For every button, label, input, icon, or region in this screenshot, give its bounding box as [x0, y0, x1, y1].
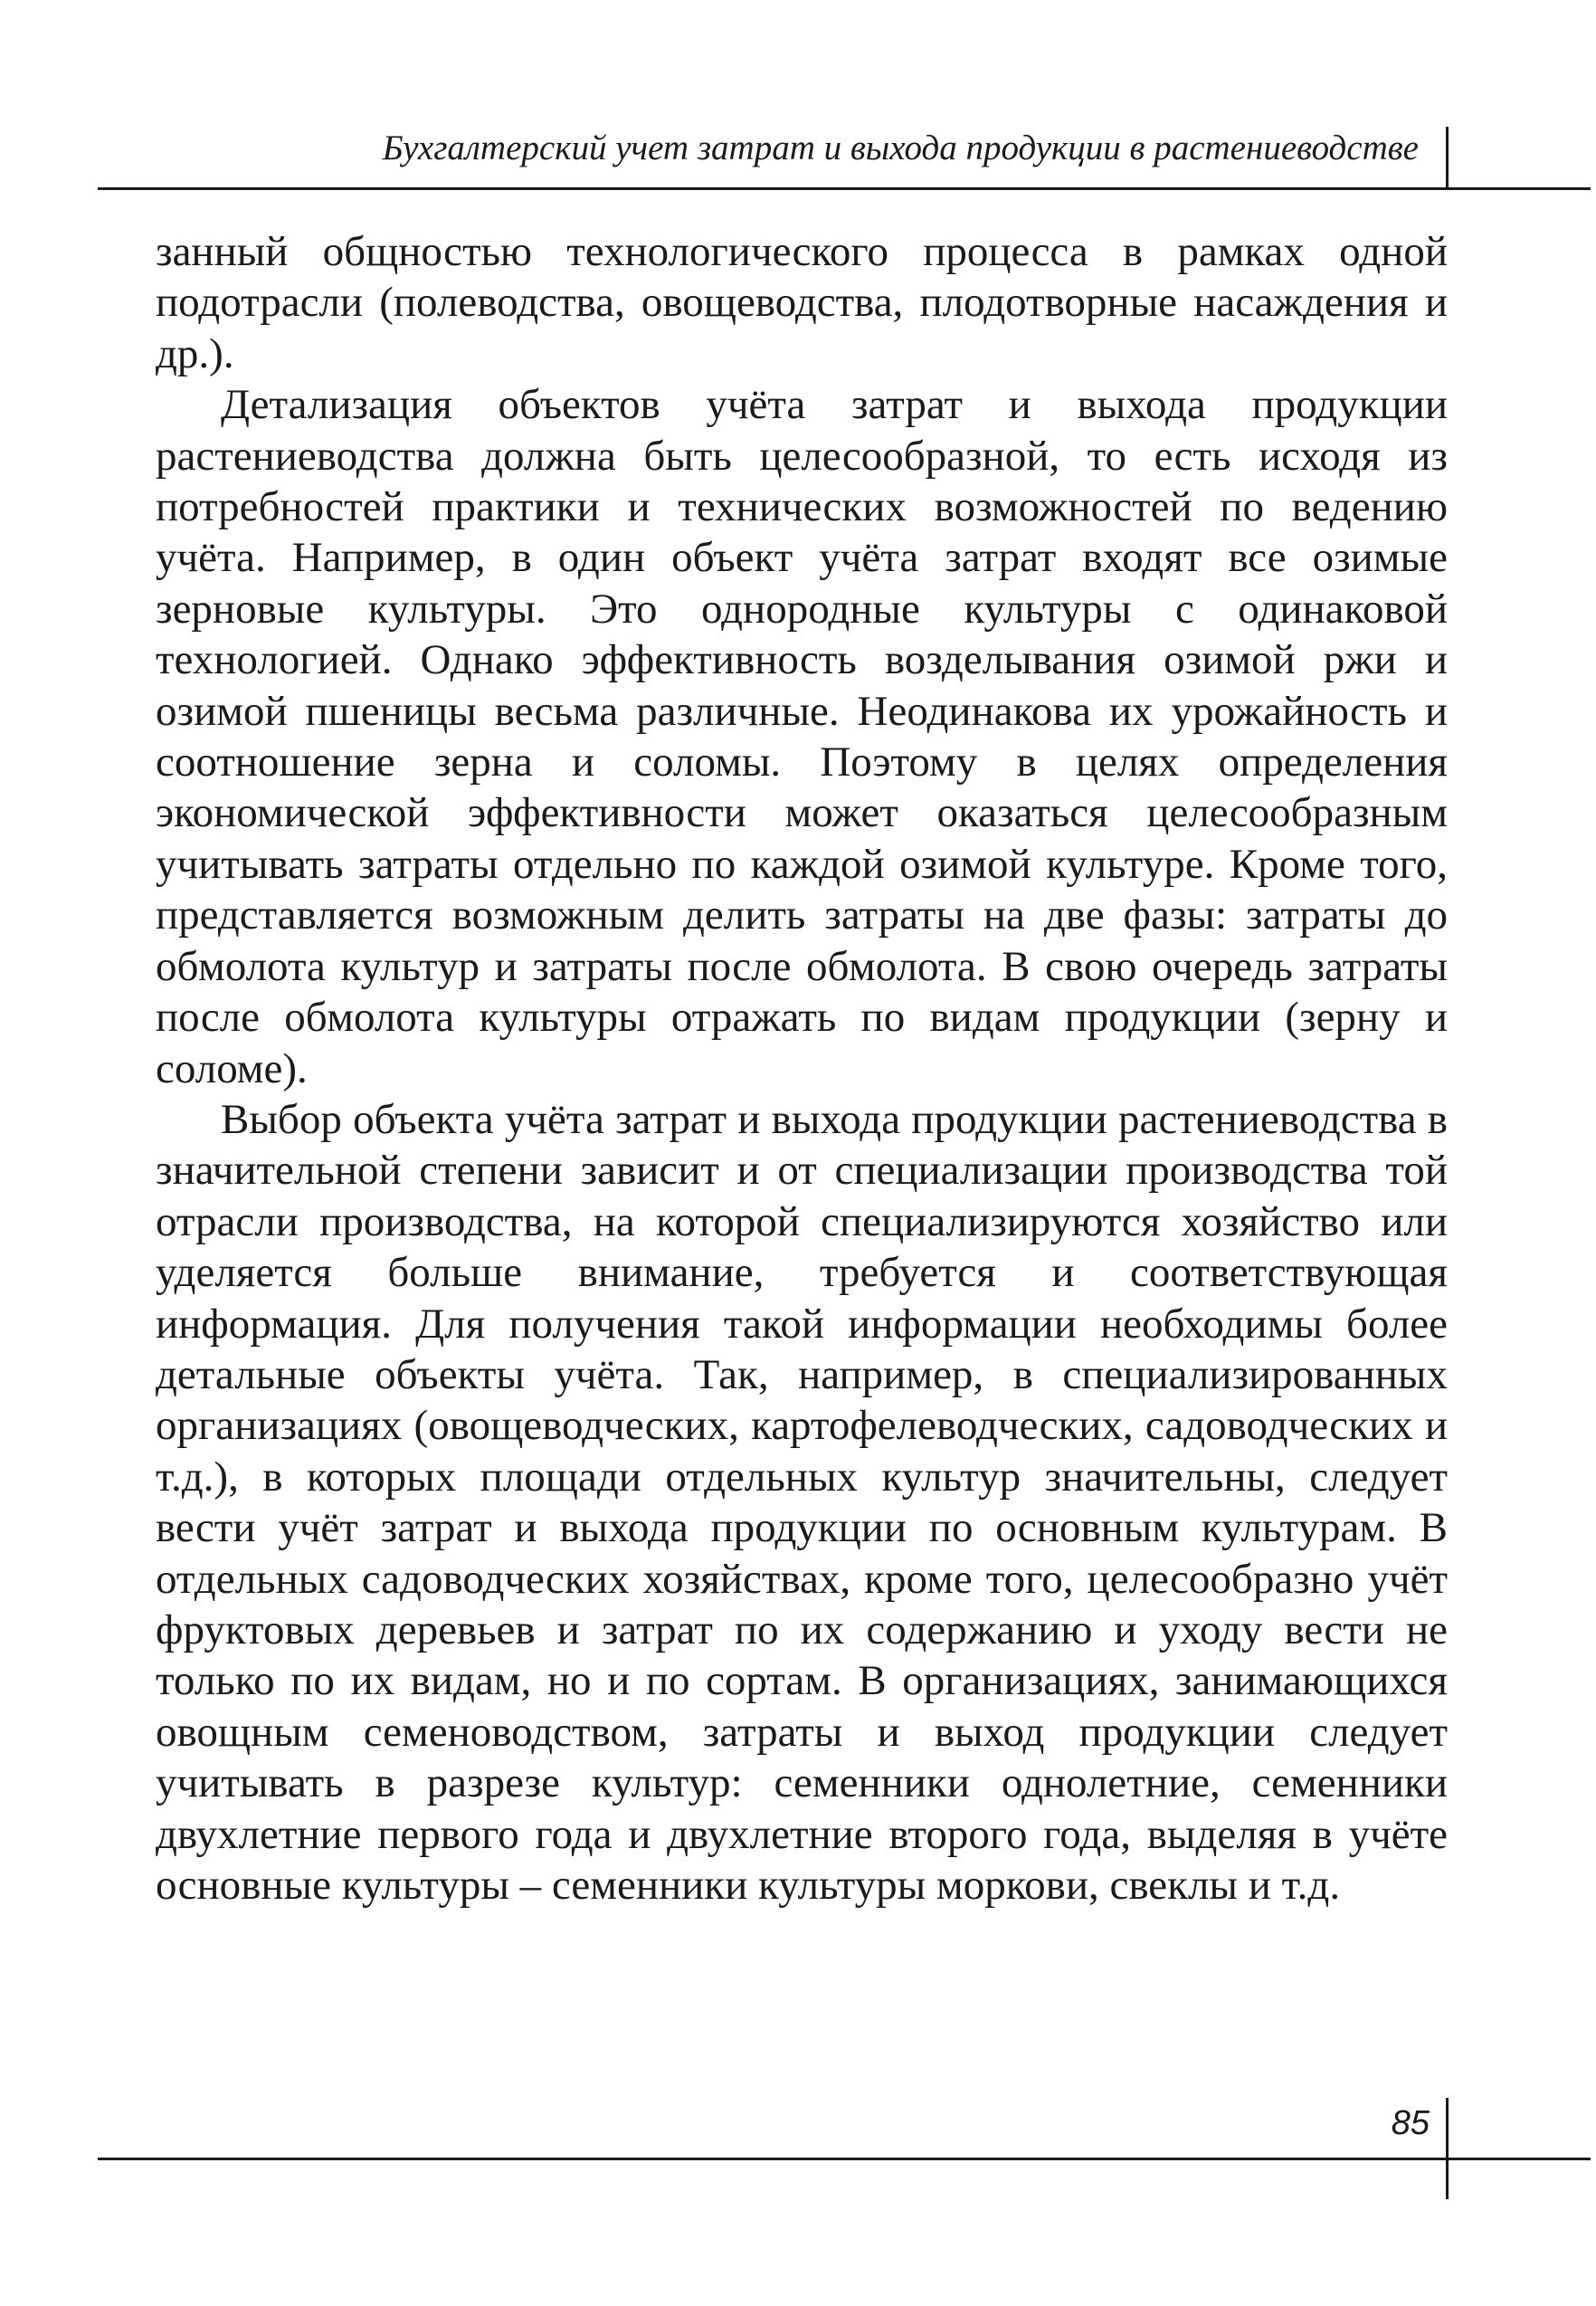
footer-vertical-rule — [1446, 2098, 1449, 2199]
header-rule — [98, 187, 1591, 190]
paragraph-continuation: занный общностью технологического процесса в рамках одной подотрасли (полеводства, овощеводства, плодотворные насаждения и др.). — [156, 228, 1448, 377]
body-text — [156, 226, 1448, 1911]
page-number: 85 — [1391, 2104, 1430, 2142]
footer-rule — [98, 2158, 1591, 2160]
paragraph-detalization: Детализация объектов учёта затрат и выхода продукции растениеводства должна быть целесообразной, то есть исходя из потребностей практики и технических возможностей по ведению учёта. Например, в один объект учёта затрат входят все озимые зерновые культуры. Это однородные культуры с одинаковой технологией. Однако эффективность возделывания озимой ржи и озимой пшеницы весьма различные. Неодинакова их урожайность и соотношение зерна и соломы. Поэтому в целях определения экономической эффективности может оказаться целесообразным учитывать затраты отдельно по каждой озимой культуре. Кроме того, представляется возможным делить затраты на две фазы: затраты до обмолота культур и затраты после обмолота. В свою очередь затраты после обмолота культуры отражать по видам продукции (зерну и соломе). — [156, 381, 1448, 1092]
paragraph-object-choice: Выбор объекта учёта затрат и выхода продукции растениеводства в значительной степени зависит и от специализации производства той отрасли производства, на которой специализируются хозяйство или уделяется больше внимание, требуется и соответствующая информация. Для получения такой информации необходимы более детальные объекты учёта. Так, например, в специализированных организациях (овощеводческих, картофелеводческих, садоводческих и т.д.), в которых площади отдельных культур значительны, следует вести учёт затрат и выхода продукции по основным культурам. В отдельных садоводческих хозяйствах, кроме того, целесообразно учёт фруктовых деревьев и затрат по их содержанию и уходу вести не только по их видам, но и по сортам. В организациях, занимающихся овощным семеноводством, затраты и выход продукции следует учитывать в разрезе культур: семенники однолетние, семенники двухлетние первого года и двухлетние второго года, выделяя в учёте основные культуры – семенники культуры моркови, свеклы и т.д. — [156, 1095, 1448, 1909]
running-header: Бухгалтерский учет затрат и выхода продукции в растениеводстве — [382, 129, 1419, 167]
header-vertical-rule — [1446, 127, 1449, 190]
